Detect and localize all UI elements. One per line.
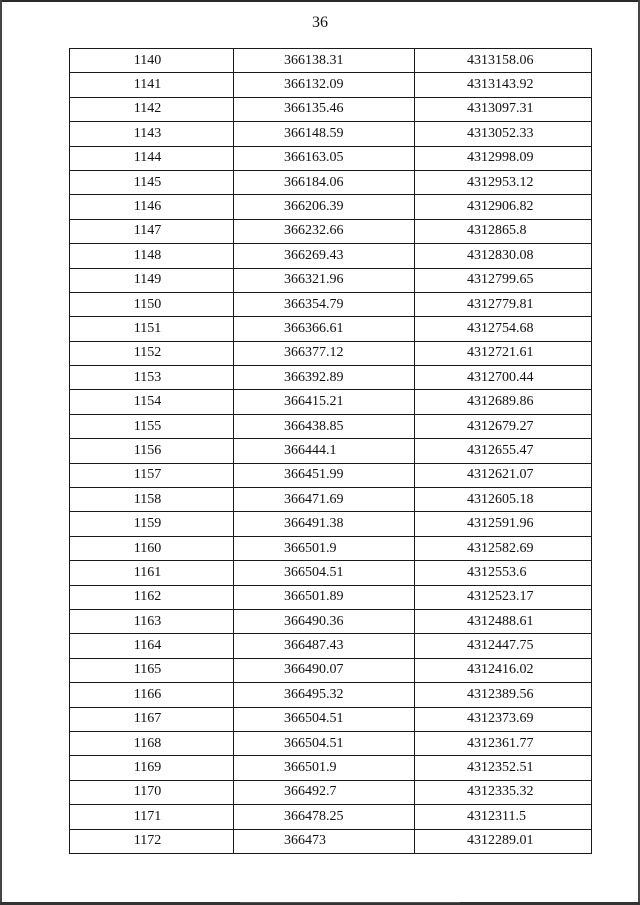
point-number-cell: 1157 (70, 463, 234, 487)
y-coordinate-cell: 4312953.12 (415, 170, 592, 194)
point-number-cell: 1169 (70, 756, 234, 780)
point-number-cell: 1163 (70, 609, 234, 633)
table-row (70, 122, 592, 146)
x-coordinate-cell: 366490.36 (234, 609, 415, 633)
y-coordinate-cell: 4313097.31 (415, 97, 592, 121)
point-number-cell: 1170 (70, 780, 234, 804)
x-coordinate-cell: 366504.51 (234, 561, 415, 585)
point-number-cell: 1164 (70, 634, 234, 658)
x-coordinate-cell: 366444.1 (234, 439, 415, 463)
y-coordinate-cell: 4312523.17 (415, 585, 592, 609)
y-coordinate-cell: 4312488.61 (415, 609, 592, 633)
point-number-cell: 1158 (70, 488, 234, 512)
point-number-cell: 1168 (70, 731, 234, 755)
table-row (70, 414, 592, 438)
point-number-cell: 1165 (70, 658, 234, 682)
x-coordinate-cell: 366269.43 (234, 244, 415, 268)
scan-border-left (0, 0, 2, 905)
table-row (70, 317, 592, 341)
point-number-cell: 1145 (70, 170, 234, 194)
point-number-cell: 1146 (70, 195, 234, 219)
table-row (70, 756, 592, 780)
point-number-cell: 1159 (70, 512, 234, 536)
x-coordinate-cell: 366501.9 (234, 756, 415, 780)
x-coordinate-cell: 366490.07 (234, 658, 415, 682)
coordinates-table (69, 48, 592, 854)
table-row (70, 609, 592, 633)
y-coordinate-cell: 4312582.69 (415, 536, 592, 560)
x-coordinate-cell: 366495.32 (234, 683, 415, 707)
x-coordinate-cell: 366163.05 (234, 146, 415, 170)
point-number-cell: 1161 (70, 561, 234, 585)
table-row (70, 829, 592, 853)
point-number-cell: 1149 (70, 268, 234, 292)
y-coordinate-cell: 4312906.82 (415, 195, 592, 219)
x-coordinate-cell: 366354.79 (234, 292, 415, 316)
y-coordinate-cell: 4312289.01 (415, 829, 592, 853)
table-row (70, 805, 592, 829)
table-row (70, 341, 592, 365)
table-row (70, 439, 592, 463)
x-coordinate-cell: 366478.25 (234, 805, 415, 829)
y-coordinate-cell: 4312389.56 (415, 683, 592, 707)
y-coordinate-cell: 4312447.75 (415, 634, 592, 658)
x-coordinate-cell: 366491.38 (234, 512, 415, 536)
footer-rule (240, 902, 460, 903)
y-coordinate-cell: 4312865.8 (415, 219, 592, 243)
y-coordinate-cell: 4312998.09 (415, 146, 592, 170)
x-coordinate-cell: 366135.46 (234, 97, 415, 121)
point-number-cell: 1171 (70, 805, 234, 829)
x-coordinate-cell: 366451.99 (234, 463, 415, 487)
x-coordinate-cell: 366366.61 (234, 317, 415, 341)
table-row (70, 731, 592, 755)
x-coordinate-cell: 366473 (234, 829, 415, 853)
point-number-cell: 1153 (70, 366, 234, 390)
y-coordinate-cell: 4312655.47 (415, 439, 592, 463)
point-number-cell: 1148 (70, 244, 234, 268)
point-number-cell: 1172 (70, 829, 234, 853)
table-row (70, 585, 592, 609)
y-coordinate-cell: 4312416.02 (415, 658, 592, 682)
x-coordinate-cell: 366504.51 (234, 731, 415, 755)
x-coordinate-cell: 366492.7 (234, 780, 415, 804)
table-row (70, 634, 592, 658)
x-coordinate-cell: 366232.66 (234, 219, 415, 243)
y-coordinate-cell: 4312373.69 (415, 707, 592, 731)
y-coordinate-cell: 4312721.61 (415, 341, 592, 365)
point-number-cell: 1140 (70, 49, 234, 73)
x-coordinate-cell: 366132.09 (234, 73, 415, 97)
y-coordinate-cell: 4312311.5 (415, 805, 592, 829)
table-row (70, 146, 592, 170)
x-coordinate-cell: 366471.69 (234, 488, 415, 512)
x-coordinate-cell: 366206.39 (234, 195, 415, 219)
x-coordinate-cell: 366377.12 (234, 341, 415, 365)
point-number-cell: 1141 (70, 73, 234, 97)
x-coordinate-cell: 366501.9 (234, 536, 415, 560)
y-coordinate-cell: 4312352.51 (415, 756, 592, 780)
point-number-cell: 1142 (70, 97, 234, 121)
table-row (70, 512, 592, 536)
y-coordinate-cell: 4312361.77 (415, 731, 592, 755)
y-coordinate-cell: 4312830.08 (415, 244, 592, 268)
x-coordinate-cell: 366148.59 (234, 122, 415, 146)
y-coordinate-cell: 4313052.33 (415, 122, 592, 146)
x-coordinate-cell: 366138.31 (234, 49, 415, 73)
table-row (70, 488, 592, 512)
y-coordinate-cell: 4312779.81 (415, 292, 592, 316)
table-row (70, 73, 592, 97)
table-row (70, 244, 592, 268)
y-coordinate-cell: 4312679.27 (415, 414, 592, 438)
table-row (70, 463, 592, 487)
table-row (70, 97, 592, 121)
table-row (70, 292, 592, 316)
x-coordinate-cell: 366321.96 (234, 268, 415, 292)
table-row (70, 268, 592, 292)
x-coordinate-cell: 366392.89 (234, 366, 415, 390)
coordinates-table-body (70, 49, 592, 854)
point-number-cell: 1154 (70, 390, 234, 414)
y-coordinate-cell: 4312700.44 (415, 366, 592, 390)
point-number-cell: 1167 (70, 707, 234, 731)
point-number-cell: 1160 (70, 536, 234, 560)
table-row (70, 366, 592, 390)
y-coordinate-cell: 4312553.6 (415, 561, 592, 585)
table-row (70, 780, 592, 804)
point-number-cell: 1162 (70, 585, 234, 609)
y-coordinate-cell: 4312799.65 (415, 268, 592, 292)
point-number-cell: 1151 (70, 317, 234, 341)
page-number: 36 (312, 14, 328, 31)
table-row (70, 658, 592, 682)
y-coordinate-cell: 4313158.06 (415, 49, 592, 73)
point-number-cell: 1147 (70, 219, 234, 243)
point-number-cell: 1144 (70, 146, 234, 170)
point-number-cell: 1150 (70, 292, 234, 316)
table-row (70, 390, 592, 414)
table-row (70, 536, 592, 560)
x-coordinate-cell: 366501.89 (234, 585, 415, 609)
y-coordinate-cell: 4312754.68 (415, 317, 592, 341)
y-coordinate-cell: 4312689.86 (415, 390, 592, 414)
y-coordinate-cell: 4312605.18 (415, 488, 592, 512)
y-coordinate-cell: 4312591.96 (415, 512, 592, 536)
table-row (70, 561, 592, 585)
point-number-cell: 1152 (70, 341, 234, 365)
x-coordinate-cell: 366415.21 (234, 390, 415, 414)
table-row (70, 219, 592, 243)
x-coordinate-cell: 366438.85 (234, 414, 415, 438)
y-coordinate-cell: 4312621.07 (415, 463, 592, 487)
table-row (70, 683, 592, 707)
table-row (70, 49, 592, 73)
scan-border-top (0, 0, 640, 2)
table-row (70, 707, 592, 731)
point-number-cell: 1166 (70, 683, 234, 707)
x-coordinate-cell: 366184.06 (234, 170, 415, 194)
point-number-cell: 1143 (70, 122, 234, 146)
point-number-cell: 1156 (70, 439, 234, 463)
table-row (70, 195, 592, 219)
y-coordinate-cell: 4313143.92 (415, 73, 592, 97)
table-row (70, 170, 592, 194)
x-coordinate-cell: 366504.51 (234, 707, 415, 731)
point-number-cell: 1155 (70, 414, 234, 438)
y-coordinate-cell: 4312335.32 (415, 780, 592, 804)
x-coordinate-cell: 366487.43 (234, 634, 415, 658)
